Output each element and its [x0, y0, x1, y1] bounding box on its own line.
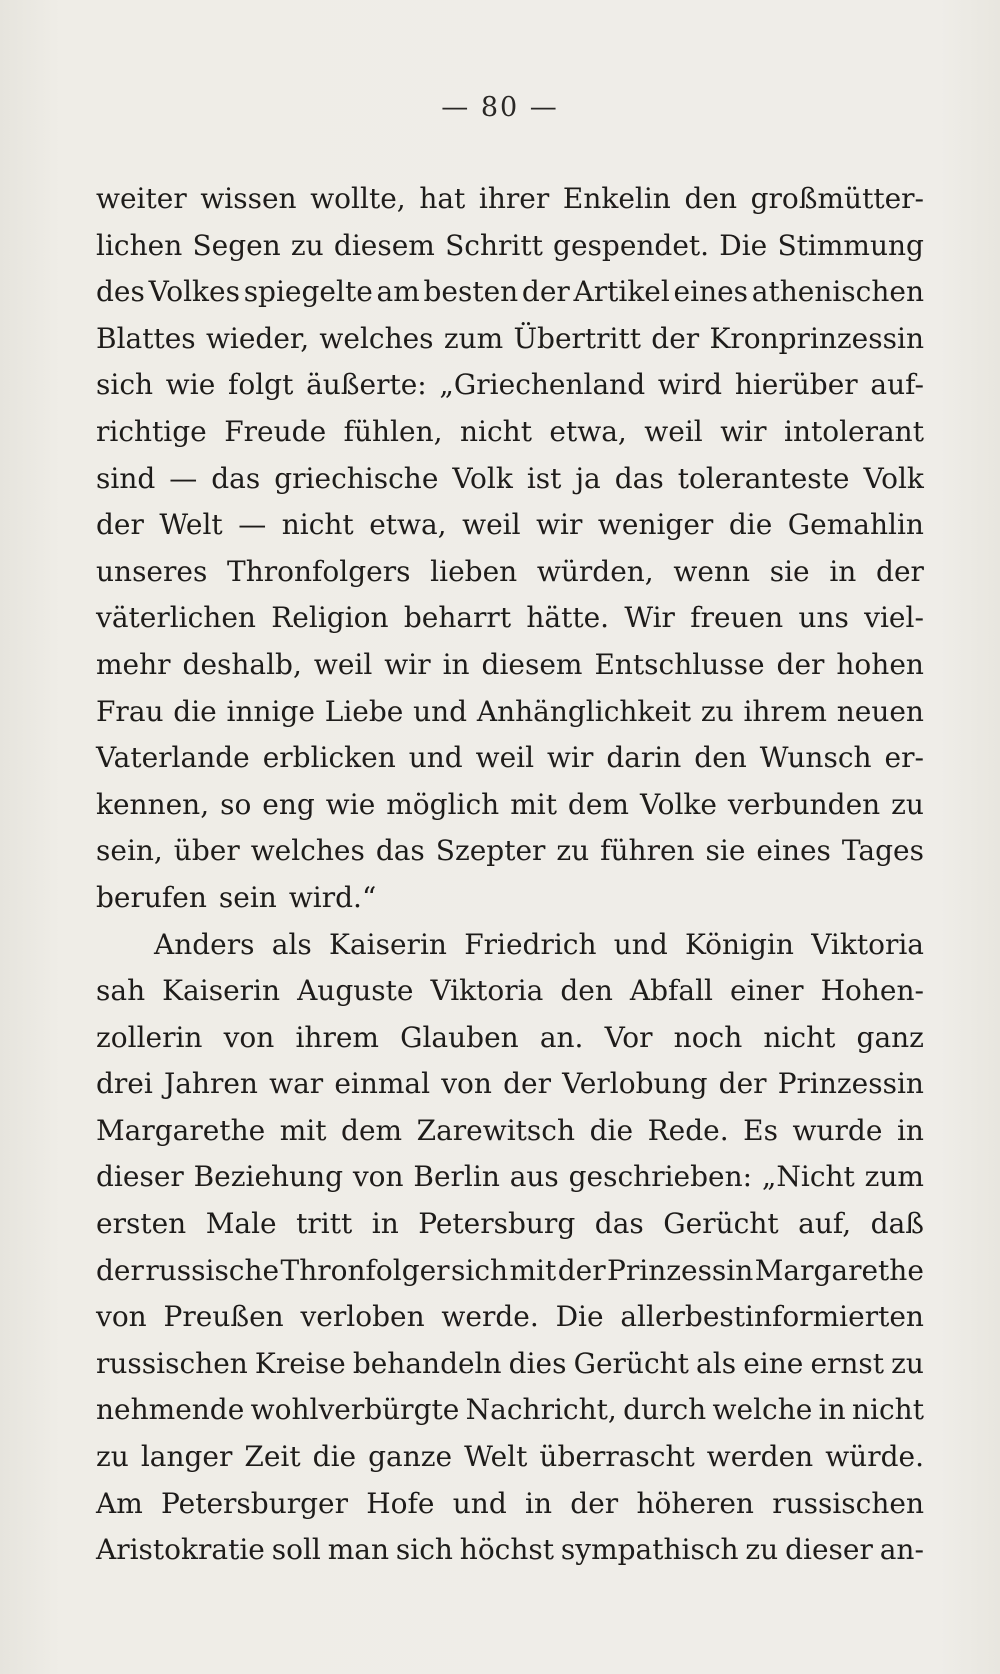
word: welche: [712, 1393, 813, 1427]
word: von: [223, 1020, 275, 1054]
word: behandeln: [352, 1346, 502, 1380]
word: dem: [341, 1113, 403, 1147]
word: der: [570, 1486, 619, 1520]
word: verloben: [300, 1300, 425, 1334]
word: diesem: [333, 228, 435, 262]
word: geschrieben:: [568, 1160, 753, 1194]
word: nicht: [763, 1020, 836, 1054]
word: Freude: [224, 414, 327, 448]
word: Wunsch: [759, 741, 872, 775]
word: der: [876, 554, 924, 588]
word: Schritt: [445, 228, 543, 262]
word: Thronfolgers: [227, 554, 411, 588]
word: griechische: [274, 461, 439, 495]
word: weniger: [597, 508, 714, 542]
word: nicht: [281, 508, 354, 542]
word: gespendet.: [553, 228, 710, 262]
word: man: [327, 1533, 390, 1567]
word: wenn: [673, 554, 751, 588]
word: an-: [879, 1533, 924, 1567]
word: lieben: [430, 554, 518, 588]
word: Volk: [452, 461, 513, 495]
word: berufen: [96, 880, 207, 914]
word: den: [560, 974, 613, 1008]
word: intolerant: [783, 414, 924, 448]
word: wollte,: [310, 182, 406, 215]
word: auf-: [870, 368, 924, 402]
word: Zarewitsch: [416, 1113, 576, 1147]
word: hätte.: [526, 601, 610, 635]
word: zu: [891, 1346, 924, 1380]
word: Hofe: [366, 1486, 435, 1520]
word: Glauben: [400, 1020, 519, 1054]
word: sein: [218, 880, 277, 914]
word: noch: [673, 1020, 743, 1054]
text-line: [96, 362, 924, 409]
page-number: — 80 —: [441, 92, 559, 123]
word: Gerücht: [573, 1346, 689, 1380]
word: von: [441, 1067, 492, 1101]
word: zu: [290, 228, 324, 262]
word: Volk: [863, 461, 924, 495]
text-line: [96, 549, 924, 596]
text-line: [96, 1015, 924, 1062]
word: ja: [575, 461, 601, 495]
word: Abfall: [629, 974, 714, 1008]
word: weil: [462, 508, 521, 542]
word: mit: [510, 787, 557, 821]
word: aus: [509, 1160, 559, 1194]
word: ist: [526, 461, 562, 495]
text-line: [96, 689, 924, 736]
word: wird: [657, 368, 723, 402]
text-line: [96, 1527, 924, 1574]
word: Volke: [639, 787, 717, 821]
word: und: [452, 1486, 507, 1520]
word: uns: [798, 601, 849, 635]
text-line: [96, 735, 924, 782]
word: der: [651, 321, 700, 355]
word: ihrer: [478, 182, 550, 215]
word: Kaiserin: [162, 974, 281, 1008]
word: von: [352, 1160, 404, 1194]
word: —: [169, 461, 198, 495]
word: Anhänglichkeit: [476, 694, 692, 728]
word: an.: [539, 1020, 584, 1054]
word: eines: [673, 275, 749, 309]
word: sympathisch: [560, 1533, 739, 1567]
word: Tages: [841, 834, 924, 868]
word: zollerin: [96, 1020, 203, 1054]
word: großmütter-: [750, 182, 924, 215]
word: in: [442, 647, 470, 681]
word: Religion: [271, 601, 389, 635]
word: Stimmung: [777, 228, 924, 262]
word: mehr: [96, 647, 171, 681]
word: Prinzessin: [607, 1253, 754, 1287]
text-line: [96, 1294, 924, 1341]
word: unseres: [96, 554, 208, 588]
text-line: [96, 1201, 924, 1248]
word: war: [269, 1067, 324, 1101]
word: Male: [205, 1207, 277, 1241]
word: hohen: [836, 647, 924, 681]
word: darin: [606, 741, 682, 775]
word: soll: [271, 1533, 321, 1567]
word: eng: [262, 787, 315, 821]
word: der: [521, 275, 570, 309]
word: nicht: [459, 414, 532, 448]
word: in: [818, 1393, 846, 1427]
word: Margarethe: [96, 1113, 266, 1147]
word: allerbestinformierten: [620, 1300, 924, 1334]
word: und: [408, 741, 463, 775]
word: Artikel: [573, 275, 670, 309]
text-line: [96, 1341, 924, 1388]
word: —: [238, 508, 267, 542]
word: sich: [451, 1253, 509, 1287]
word: wie: [325, 787, 376, 821]
word: den: [684, 182, 737, 215]
word: Viktoria: [811, 927, 924, 961]
word: Gemahlin: [787, 508, 924, 542]
word: langer: [140, 1440, 233, 1474]
word: russischen: [96, 1346, 248, 1380]
text-line: [96, 176, 924, 223]
word: Rede.: [647, 1113, 729, 1147]
word: weil: [475, 741, 535, 775]
word: nicht: [852, 1393, 924, 1427]
text-line: [96, 1434, 924, 1481]
word: den: [694, 741, 747, 775]
word: Kreise: [254, 1346, 346, 1380]
word: Hohen-: [820, 974, 924, 1008]
text-line: [96, 642, 924, 689]
word: der: [776, 647, 825, 681]
word: zu: [700, 694, 734, 728]
word: deshalb,: [182, 647, 302, 681]
word: zu: [556, 834, 590, 868]
word: Margarethe: [754, 1253, 924, 1287]
word: Nachricht,: [465, 1393, 617, 1427]
word: Vaterlande: [96, 741, 250, 775]
word: zum: [864, 1160, 924, 1194]
word: hierüber: [734, 368, 858, 402]
word: und: [613, 927, 668, 961]
word: er-: [884, 741, 924, 775]
word: weil: [644, 414, 703, 448]
word: welches: [250, 834, 365, 868]
word: Aristokratie: [96, 1533, 265, 1567]
word: von: [96, 1300, 147, 1334]
word: sah: [96, 974, 146, 1008]
word: ganze: [368, 1440, 453, 1474]
word: zum: [443, 321, 504, 355]
word: würden,: [536, 554, 654, 588]
text-line: [96, 1387, 924, 1434]
word: „Griechenland: [439, 368, 646, 402]
word: ersten: [96, 1207, 187, 1241]
word: Kaiserin: [329, 927, 447, 961]
text-line: [96, 409, 924, 456]
word: in: [525, 1486, 553, 1520]
word: besten: [423, 275, 519, 309]
word: ganz: [856, 1020, 924, 1054]
word: fühlen,: [343, 414, 443, 448]
word: sich: [395, 1533, 453, 1567]
word: das: [614, 461, 664, 495]
word: Petersburg: [418, 1207, 576, 1241]
word: wie: [165, 368, 216, 402]
word: Viktoria: [430, 974, 544, 1008]
word: dieser: [785, 1533, 873, 1567]
text-line: [96, 922, 924, 969]
word: väterlichen: [96, 601, 256, 635]
word: Blattes: [96, 321, 196, 355]
word: athenischen: [751, 275, 924, 309]
word: wieder,: [205, 321, 310, 355]
word: Thronfolger: [280, 1253, 450, 1287]
word: das: [594, 1207, 644, 1241]
word: viel-: [864, 601, 924, 635]
word: diesem: [481, 647, 583, 681]
word: sein,: [96, 834, 163, 868]
word: Gerücht: [663, 1207, 779, 1241]
word: Jahren: [164, 1067, 258, 1101]
word: höheren: [636, 1486, 754, 1520]
word: in: [371, 1207, 399, 1241]
word: wohlverbürgte: [250, 1393, 460, 1427]
text-line: [96, 502, 924, 549]
word: in: [829, 554, 857, 588]
word: die: [589, 1113, 634, 1147]
word: durch: [623, 1393, 707, 1427]
word: Beziehung: [193, 1160, 344, 1194]
word: die: [728, 508, 773, 542]
word: als: [271, 927, 312, 961]
word: Enkelin: [562, 182, 671, 215]
word: Frau: [96, 694, 164, 728]
word: innige: [226, 694, 315, 728]
word: Friedrich: [464, 927, 597, 961]
word: spiegelte: [243, 275, 373, 309]
text-line: [96, 1154, 924, 1201]
word: wir: [536, 508, 583, 542]
word: in: [896, 1113, 924, 1147]
word: wir: [720, 414, 767, 448]
word: sind: [96, 461, 156, 495]
word: höchst: [459, 1533, 555, 1567]
word: nehmende: [96, 1393, 245, 1427]
text-line: [96, 968, 924, 1015]
word: der: [557, 1253, 606, 1287]
word: Die: [555, 1300, 604, 1334]
word: Zeit: [244, 1440, 301, 1474]
text-line: [96, 269, 924, 316]
text-line: [96, 456, 924, 503]
word: sich: [96, 368, 154, 402]
word: des: [96, 275, 145, 309]
word: Die: [719, 228, 768, 262]
word: hat: [419, 182, 466, 215]
word: und: [413, 694, 468, 728]
word: Petersburger: [161, 1486, 348, 1520]
word: werden: [706, 1440, 814, 1474]
word: Am: [96, 1486, 143, 1520]
word: Entschlusse: [594, 647, 765, 681]
word: richtige: [96, 414, 207, 448]
word: sie: [705, 834, 746, 868]
word: wir: [547, 741, 594, 775]
word: kennen,: [96, 787, 210, 821]
word: dieser: [96, 1160, 184, 1194]
body-text: [96, 176, 924, 1574]
word: wir: [384, 647, 431, 681]
word: ihrem: [743, 694, 827, 728]
word: Anders: [154, 927, 255, 961]
word: tritt: [296, 1207, 353, 1241]
word: wissen: [200, 182, 297, 215]
text-line: [96, 1481, 924, 1528]
word: toleranteste: [677, 461, 850, 495]
word: Welt: [159, 508, 223, 542]
word: verbunden: [727, 787, 881, 821]
word: Berlin: [413, 1160, 500, 1194]
word: so: [220, 787, 252, 821]
word: daß: [870, 1207, 924, 1241]
word: erblicken: [262, 741, 396, 775]
word: das: [375, 834, 425, 868]
word: zu: [96, 1440, 129, 1474]
word: zu: [745, 1533, 779, 1567]
word: folgt: [227, 368, 294, 402]
word: russischen: [772, 1486, 924, 1520]
word: der: [96, 1253, 144, 1287]
word: Kronprinzessin: [709, 321, 924, 355]
word: Preußen: [163, 1300, 284, 1334]
word: Wir: [624, 601, 675, 635]
text-line: [96, 875, 924, 922]
word: äußerte:: [306, 368, 427, 402]
word: dem: [567, 787, 629, 821]
text-line: [96, 782, 924, 829]
text-line: [96, 595, 924, 642]
word: dies: [508, 1346, 567, 1380]
word: beharrt: [403, 601, 512, 635]
word: mit: [279, 1113, 327, 1147]
word: Liebe: [324, 694, 404, 728]
word: ihrem: [295, 1020, 379, 1054]
word: Prinzessin: [777, 1067, 924, 1101]
word: wird.“: [288, 880, 377, 914]
word: die: [312, 1440, 357, 1474]
word: etwa,: [549, 414, 627, 448]
word: einmal: [334, 1067, 431, 1101]
word: weil: [313, 647, 373, 681]
word: über: [173, 834, 240, 868]
word: Segen: [192, 228, 281, 262]
word: führen: [600, 834, 695, 868]
word: Welt: [464, 1440, 528, 1474]
word: Auguste: [297, 974, 414, 1008]
word: russische: [145, 1253, 280, 1287]
word: das: [211, 461, 261, 495]
word: eine: [743, 1346, 804, 1380]
word: Es: [743, 1113, 778, 1147]
word: Übertritt: [513, 321, 642, 355]
word: der: [503, 1067, 551, 1101]
word: am: [376, 275, 420, 309]
word: werde.: [441, 1300, 539, 1334]
word: Verlobung: [562, 1067, 708, 1101]
word: „Nicht: [761, 1160, 855, 1194]
word: ernst: [810, 1346, 885, 1380]
word: die: [173, 694, 217, 728]
word: einer: [730, 974, 804, 1008]
text-line: [96, 828, 924, 875]
word: überrascht: [539, 1440, 695, 1474]
word: Szepter: [435, 834, 546, 868]
word: neuen: [836, 694, 924, 728]
word: mit: [509, 1253, 557, 1287]
word: eines: [756, 834, 831, 868]
word: Volkes: [148, 275, 240, 309]
word: welches: [319, 321, 434, 355]
text-line: [96, 223, 924, 270]
word: Vor: [604, 1020, 653, 1054]
word: lichen: [96, 228, 183, 262]
word: der: [718, 1067, 767, 1101]
word: etwa,: [369, 508, 447, 542]
word: der: [96, 508, 144, 542]
word: würde.: [825, 1440, 924, 1474]
text-line: [96, 316, 924, 363]
word: freuen: [690, 601, 784, 635]
word: zu: [891, 787, 924, 821]
word: drei: [96, 1067, 153, 1101]
word: Königin: [685, 927, 794, 961]
word: wurde: [792, 1113, 883, 1147]
word: weiter: [96, 182, 187, 215]
text-line: [96, 1248, 924, 1295]
word: möglich: [386, 787, 500, 821]
word: auf,: [798, 1207, 852, 1241]
text-line: [96, 1061, 924, 1108]
word: sie: [769, 554, 810, 588]
word: als: [696, 1346, 737, 1380]
text-line: [96, 1108, 924, 1155]
